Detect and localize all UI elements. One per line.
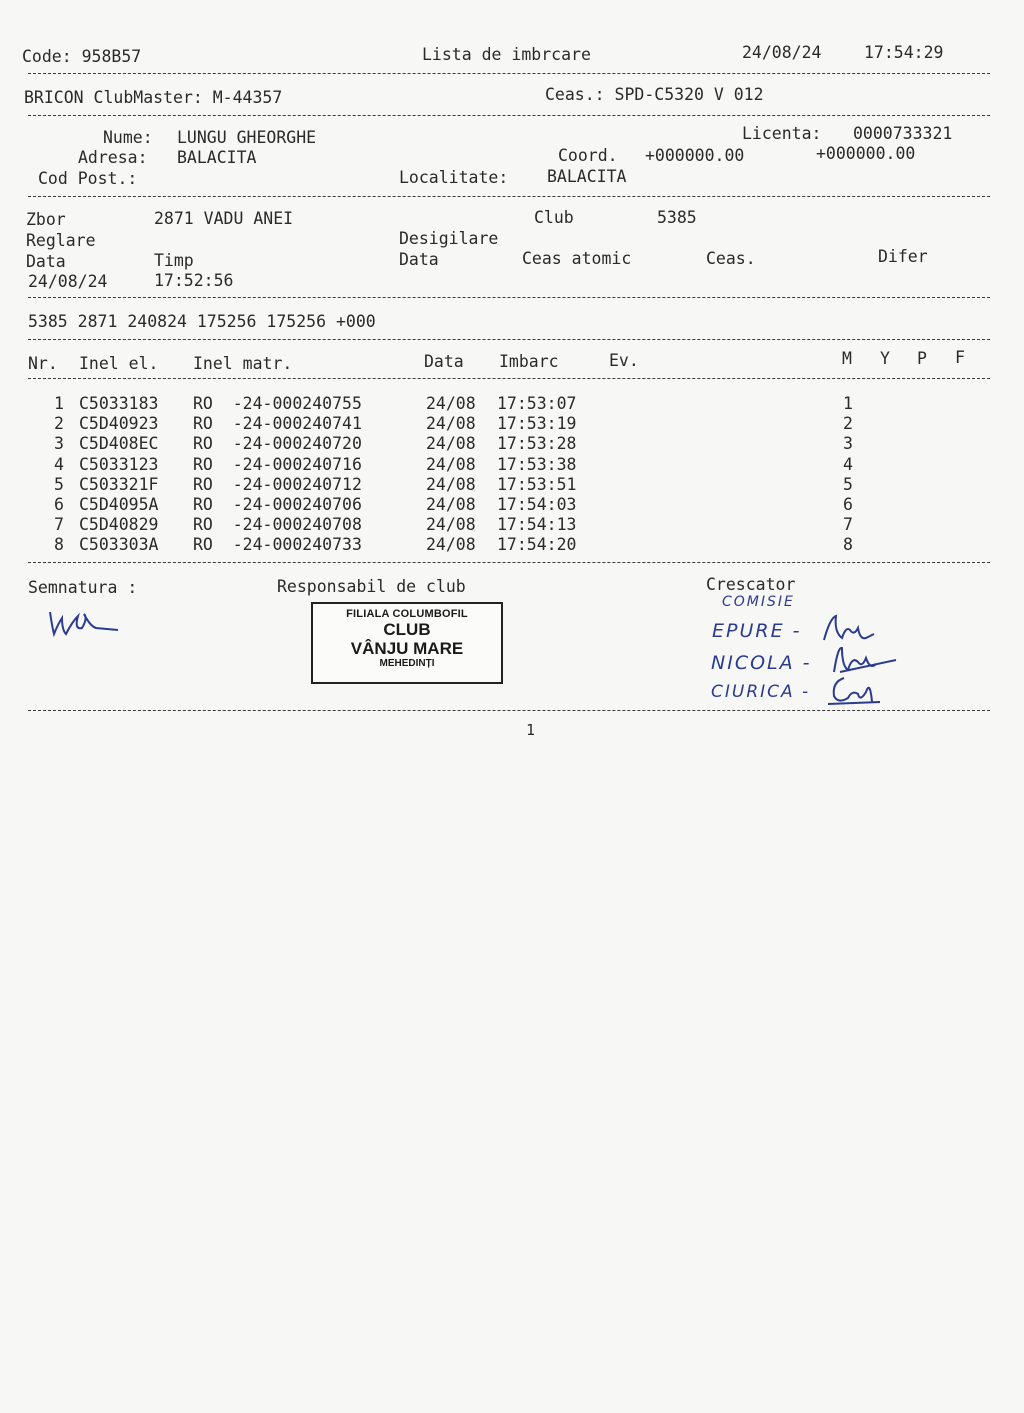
row-number: 8 — [54, 535, 64, 555]
registration-ring: RO -24-000240755 — [193, 394, 362, 413]
divider — [28, 562, 990, 563]
registration-ring: RO -24-000240706 — [193, 495, 362, 514]
coord-y: +000000.00 — [816, 144, 916, 163]
adjustment-date: 24/08/24 — [28, 272, 108, 291]
stamp-line-4: MEHEDINȚI — [379, 658, 435, 669]
document-title: Lista de imbrcare — [422, 45, 591, 64]
boarding-date: 24/08 — [426, 474, 476, 494]
boarding-date: 24/08 — [426, 535, 476, 555]
electronic-ring: C503303A — [79, 535, 159, 555]
col-nr: Nr. — [28, 354, 58, 373]
boarding-date: 24/08 — [426, 454, 476, 474]
electronic-ring: C5D408EC — [79, 434, 159, 454]
electronic-ring: C5033183 — [79, 394, 159, 413]
code-label: Code: 958B57 — [22, 47, 142, 66]
breeder-label: Crescator — [706, 575, 796, 594]
m-value: 4 — [843, 454, 853, 474]
unsealing-date-label: Data — [399, 250, 439, 269]
license-label: Licenta: — [742, 124, 822, 143]
flight-label: Zbor — [26, 210, 66, 229]
row-number: 5 — [54, 474, 64, 494]
signature-label: Semnatura : — [28, 578, 138, 597]
clock-label: Ceas. — [706, 249, 756, 268]
divider — [28, 196, 990, 197]
name-label: Nume: — [103, 128, 153, 147]
divider — [28, 378, 990, 379]
divider — [28, 297, 990, 298]
row-number: 7 — [54, 515, 64, 535]
electronic-ring: C5033123 — [79, 454, 159, 474]
adjustment-time: 17:52:56 — [154, 271, 234, 290]
boarding-time: 17:53:28 — [497, 434, 577, 454]
divider — [28, 115, 990, 116]
atomic-clock-label: Ceas atomic — [522, 249, 632, 268]
m-value: 3 — [843, 434, 853, 454]
divider — [28, 339, 990, 340]
club-responsible-label: Responsabil de club — [277, 577, 466, 596]
print-date: 24/08/24 — [742, 43, 822, 62]
postal-code-label: Cod Post.: — [38, 169, 138, 188]
coord-x: +000000.00 — [645, 146, 745, 165]
club-number: 5385 — [657, 208, 697, 227]
club-stamp — [311, 602, 503, 684]
electronic-ring: C5D40923 — [79, 414, 159, 434]
stamp-line-3: VÂNJU MARE — [350, 639, 464, 658]
coord-label: Coord. — [558, 146, 618, 165]
license-number: 0000733321 — [853, 124, 953, 143]
commission-member-3: CIURICA - — [711, 682, 811, 702]
flight-name: 2871 VADU ANEI — [154, 209, 294, 228]
col-y: Y — [880, 349, 890, 368]
registration-ring: RO -24-000240708 — [193, 515, 362, 535]
registration-ring: RO -24-000240733 — [193, 535, 362, 555]
registration-ring: RO -24-000240716 — [193, 454, 362, 474]
adjustment-label: Reglare — [26, 231, 96, 250]
commission-label: COMISIE — [722, 594, 795, 610]
divider — [28, 710, 990, 711]
m-value: 1 — [843, 394, 853, 413]
electronic-ring: C5D40829 — [79, 515, 159, 535]
row-number: 1 — [54, 394, 64, 413]
locality-label: Localitate: — [399, 168, 509, 187]
boarding-time: 17:54:13 — [497, 515, 577, 535]
m-value: 7 — [843, 515, 853, 535]
col-inel-matr: Inel matr. — [193, 354, 293, 373]
col-m: M — [842, 349, 852, 368]
stamp-line-2: CLUB — [383, 620, 431, 639]
col-ev: Ev. — [609, 351, 639, 370]
boarding-time: 17:54:20 — [497, 535, 577, 555]
row-number: 3 — [54, 434, 64, 454]
boarding-time: 17:53:38 — [497, 454, 577, 474]
owner-name: LUNGU GHEORGHE — [177, 128, 317, 147]
m-value: 8 — [843, 535, 853, 555]
clock-id: Ceas.: SPD-C5320 V 012 — [545, 85, 764, 104]
owner-address: BALACITA — [177, 148, 257, 167]
difference-label: Difer — [878, 247, 928, 266]
boarding-date: 24/08 — [426, 434, 476, 454]
time-label: Timp — [154, 251, 194, 270]
m-value: 6 — [843, 495, 853, 514]
boarding-date: 24/08 — [426, 414, 476, 434]
boarding-date: 24/08 — [426, 394, 476, 413]
boarding-time: 17:53:51 — [497, 474, 577, 494]
boarding-date: 24/08 — [426, 495, 476, 514]
col-data: Data — [424, 352, 464, 371]
registration-ring: RO -24-000240712 — [193, 474, 362, 494]
boarding-time: 17:53:07 — [497, 394, 577, 413]
divider — [28, 73, 990, 74]
unsealing-label: Desigilare — [399, 229, 499, 248]
m-value: 5 — [843, 474, 853, 494]
date-label: Data — [26, 252, 66, 271]
member-signature-1 — [820, 612, 880, 646]
member-signature-3 — [824, 672, 884, 708]
page-number: 1 — [526, 721, 536, 739]
registration-ring: RO -24-000240741 — [193, 414, 362, 434]
col-inel-el: Inel el. — [79, 354, 159, 373]
boarding-date: 24/08 — [426, 515, 476, 535]
commission-member-1: EPURE - — [712, 620, 802, 642]
m-value: 2 — [843, 414, 853, 434]
electronic-ring: C503321F — [79, 474, 159, 494]
row-number: 4 — [54, 454, 64, 474]
boarding-time: 17:53:19 — [497, 414, 577, 434]
electronic-ring: C5D4095A — [79, 495, 159, 514]
col-imbarc: Imbarc — [499, 352, 559, 371]
signature-scribble — [44, 604, 124, 644]
code-line: 5385 2871 240824 175256 175256 +000 — [28, 312, 376, 331]
locality: BALACITA — [547, 167, 627, 186]
address-label: Adresa: — [78, 148, 148, 167]
row-number: 2 — [54, 414, 64, 434]
registration-ring: RO -24-000240720 — [193, 434, 362, 454]
col-p: P — [917, 349, 927, 368]
print-time: 17:54:29 — [864, 43, 944, 62]
clubmaster-id: BRICON ClubMaster: M-44357 — [24, 88, 283, 107]
boarding-time: 17:54:03 — [497, 495, 577, 514]
stamp-line-1: FILIALA COLUMBOFIL — [346, 608, 468, 620]
col-f: F — [955, 348, 965, 367]
commission-member-2: NICOLA - — [711, 652, 812, 674]
row-number: 6 — [54, 495, 64, 514]
club-label: Club — [534, 208, 574, 227]
